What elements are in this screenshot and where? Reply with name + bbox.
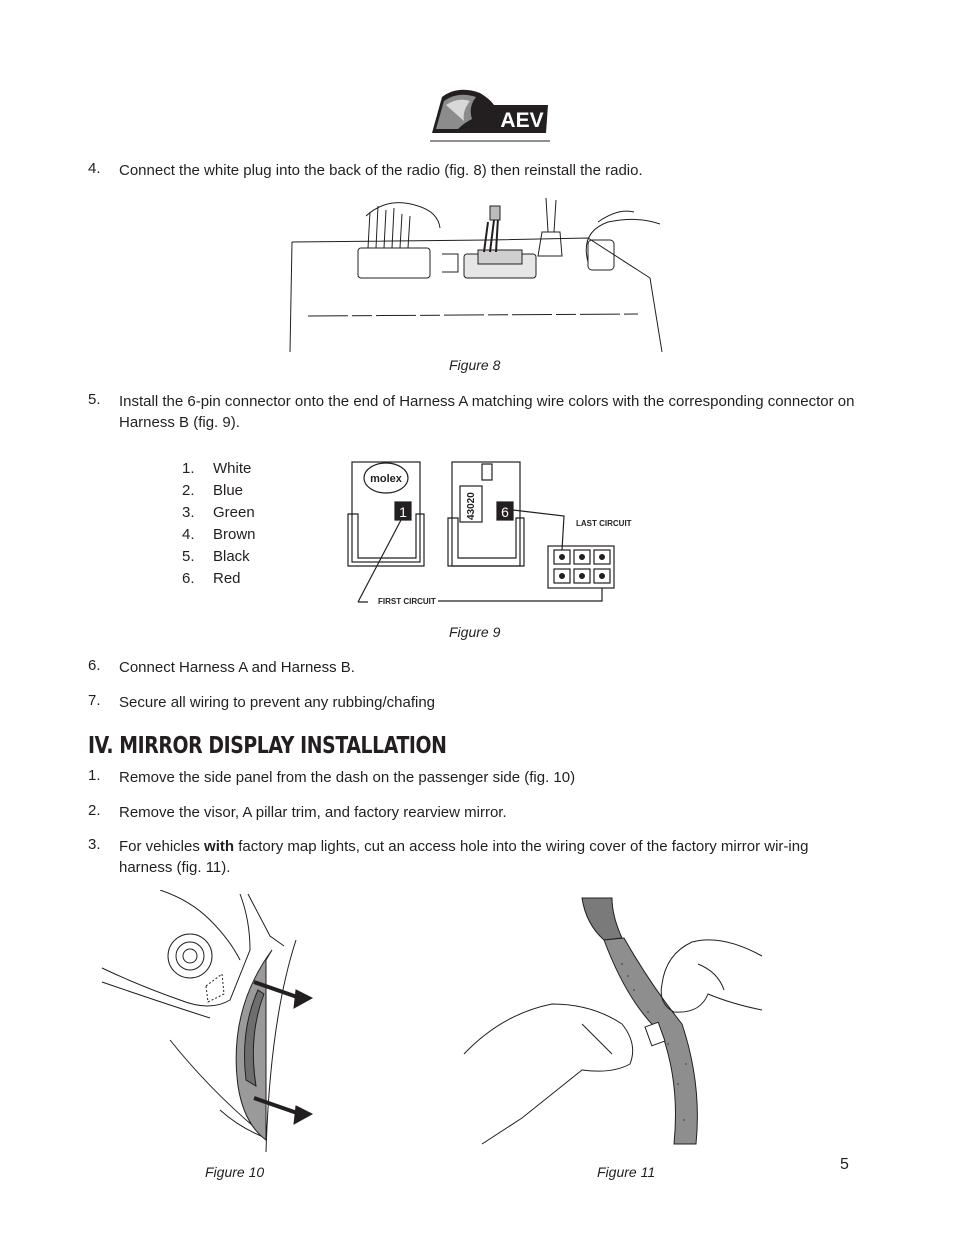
figure-11-caption: Figure 11 xyxy=(597,1164,656,1180)
step-text: For vehicles with factory map lights, cut an access hole into the wiring cover of the factory mirror wir-ing harness (fig. 11). xyxy=(119,838,809,876)
page-number: 5 xyxy=(840,1156,849,1173)
step-text: Install the 6-pin connector onto the end of Harness A matching wire colors with the corresponding connector on Harness B (fig. 9). xyxy=(119,393,855,431)
step-text: Connect Harness A and Harness B. xyxy=(119,659,355,676)
step-text: Remove the side panel from the dash on the passenger side (fig. 10) xyxy=(119,769,576,786)
list-item: 2. Blue xyxy=(182,482,244,499)
figure-9-caption: Figure 9 xyxy=(449,624,501,640)
step-number: 6. xyxy=(88,657,101,674)
logo-text: AEV xyxy=(500,109,544,132)
figure-9-connector-diagram xyxy=(344,458,644,608)
step-text: Remove the visor, A pillar trim, and factory rearview mirror. xyxy=(119,804,507,821)
wire-color-list xyxy=(182,460,256,592)
molex-brand-text: molex xyxy=(370,473,402,485)
list-item: 4. Brown xyxy=(182,526,256,543)
step-number: 2. xyxy=(88,802,101,819)
bison-logo-icon xyxy=(428,83,552,145)
part-number-text: 43020 xyxy=(466,492,477,520)
figure-10-dash-side-panel-illustration xyxy=(100,890,320,1152)
first-circuit-label: FIRST CIRCUIT xyxy=(378,597,436,606)
section-heading: IV. MIRROR DISPLAY INSTALLATION xyxy=(88,733,447,759)
figure-8-radio-connector-illustration xyxy=(288,192,666,354)
pin-1-label: 1 xyxy=(399,504,407,520)
last-circuit-label: LAST CIRCUIT xyxy=(576,519,632,528)
list-item: 5. Black xyxy=(182,548,250,565)
step-text: Connect the white plug into the back of the radio (fig. 8) then reinstall the radio. xyxy=(119,162,643,179)
list-item: 3. Green xyxy=(182,504,255,521)
pin-6-label: 6 xyxy=(501,504,509,520)
list-item: 6. Red xyxy=(182,570,241,587)
step-number: 5. xyxy=(88,391,101,408)
figure-11-wiring-cover-cut-illustration xyxy=(462,894,772,1146)
figure-10-caption: Figure 10 xyxy=(205,1164,265,1180)
step-number: 7. xyxy=(88,692,101,709)
list-item: 1. White xyxy=(182,460,252,477)
step-number: 3. xyxy=(88,836,101,853)
step-number: 4. xyxy=(88,160,101,177)
aev-logo xyxy=(428,83,552,145)
step-number: 1. xyxy=(88,767,101,784)
figure-8-caption: Figure 8 xyxy=(449,357,501,373)
step-text: Secure all wiring to prevent any rubbing/chafing xyxy=(119,694,436,711)
